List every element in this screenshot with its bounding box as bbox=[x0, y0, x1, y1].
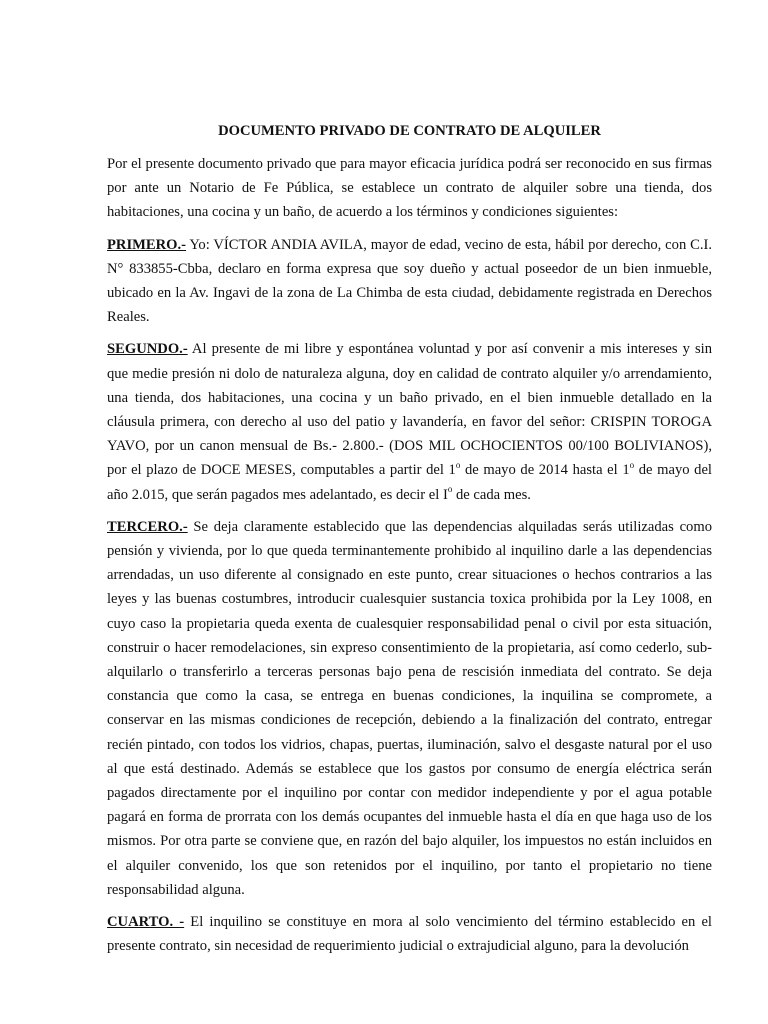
clause-primero-label: PRIMERO.- bbox=[107, 236, 187, 253]
intro-paragraph: Por el presente documento privado que para mayor eficacia jurídica podrá ser reconocido en sus firmas por ante un Notario de Fe Pública, se establece un contrato de alquiler sobre una tienda, dos habitaciones, una cocina y un baño, de acuerdo a los términos y condiciones siguientes: bbox=[107, 156, 712, 221]
clause-segundo-text-3: de mayo del año 2.015, que serán pagados mes adelantado, es decir el I bbox=[107, 462, 712, 503]
clause-cuarto bbox=[107, 910, 712, 958]
clause-tercero bbox=[107, 515, 712, 902]
clause-segundo-label: SEGUNDO.- bbox=[107, 341, 188, 358]
clause-primero bbox=[107, 233, 712, 330]
clause-tercero-text: Se deja claramente establecido que las dependencias alquiladas serás utilizadas como pensión y vivienda, por lo que queda terminantemente prohibido al inquilino darle a las dependencias arrendadas, un uso diferente al consignado en este punto, crear situaciones o hechos contrarios a las leyes y las buenas costumbres, introducir cualesquier sustancia toxica prohibida por la Ley 1008, en cuyo caso la propietaria queda exenta de cualesquier responsabilidad penal o civil por esta situación, construir o hacer remodelaciones, sin expreso consentimiento de la propietaria, así como cederlo, sub-alquilarlo o transferirlo a terceras personas bajo pena de rescisión inmediata del contrato. Se deja constancia que como la casa, se entrega en buenas condiciones, la inquilina se compromete, a conservar en las mismas condiciones de recepción, debiendo a la finalización del contrato, entregar recién pintado, con todos los vidrios, chapas, puertas, iluminación, salvo el desgaste natural por el uso al que está destinado. Además se establece que los gastos por consumo de energía eléctrica serán pagados directamente por el inquilino por contar con medidor independiente y por el agua potable pagará en forma de prorrata con los demás ocupantes del inmueble hasta el día en que haga uso de los mismos. Por otra parte se conviene que, en razón del bajo alquiler, los impuestos no están incluidos en el alquiler convenido, los que son retenidos por el inquilino, por tanto el propietario no tiene responsabilidad alguna. bbox=[107, 518, 712, 898]
ordinal-superscript: o bbox=[629, 459, 635, 470]
clause-segundo-text-4: de cada mes. bbox=[452, 486, 531, 503]
clause-cuarto-text: El inquilino se constituye en mora al solo vencimiento del término establecido en el presente contrato, sin necesidad de requerimiento judicial o extrajudicial alguno, para la devolución bbox=[107, 914, 712, 955]
clause-tercero-label: TERCERO.- bbox=[107, 518, 188, 535]
ordinal-superscript: o bbox=[447, 483, 453, 494]
clause-segundo bbox=[107, 337, 712, 506]
clause-segundo-text-1: Al presente de mi libre y espontánea voluntad y por así convenir a mis intereses y sin que medie presión ni dolo de naturaleza alguna, doy en calidad de contrato alquiler y/o arrendamiento, una tienda, dos habitaciones, una cocina y un baño privado, en el bien inmueble detallado en la cláusula primera, con derecho al uso del patio y lavandería, en favor del señor: CRISPIN TOROGA YAVO, por un canon mensual de Bs.- 2.800.- (DOS MIL OCHOCIENTOS 00/100 BOLIVIANOS), por el plazo de DOCE MESES, computables a partir del 1 bbox=[107, 341, 712, 479]
document-page bbox=[107, 121, 712, 967]
clause-primero-text: Yo: VÍCTOR ANDIA AVILA, mayor de edad, vecino de esta, hábil por derecho, con C.I. N° 833855-Cbba, declaro en forma expresa que soy dueño y actual poseedor de un bien inmueble, ubicado en la Av. Ingavi de la zona de La Chimba de esta ciudad, debidamente registrada en Derechos Reales. bbox=[107, 236, 712, 326]
clause-cuarto-label: CUARTO. - bbox=[107, 914, 185, 931]
ordinal-superscript: o bbox=[455, 459, 461, 470]
document-title: DOCUMENTO PRIVADO DE CONTRATO DE ALQUILER bbox=[218, 123, 601, 139]
clause-segundo-text-2: de mayo de 2014 hasta el 1 bbox=[460, 462, 630, 479]
